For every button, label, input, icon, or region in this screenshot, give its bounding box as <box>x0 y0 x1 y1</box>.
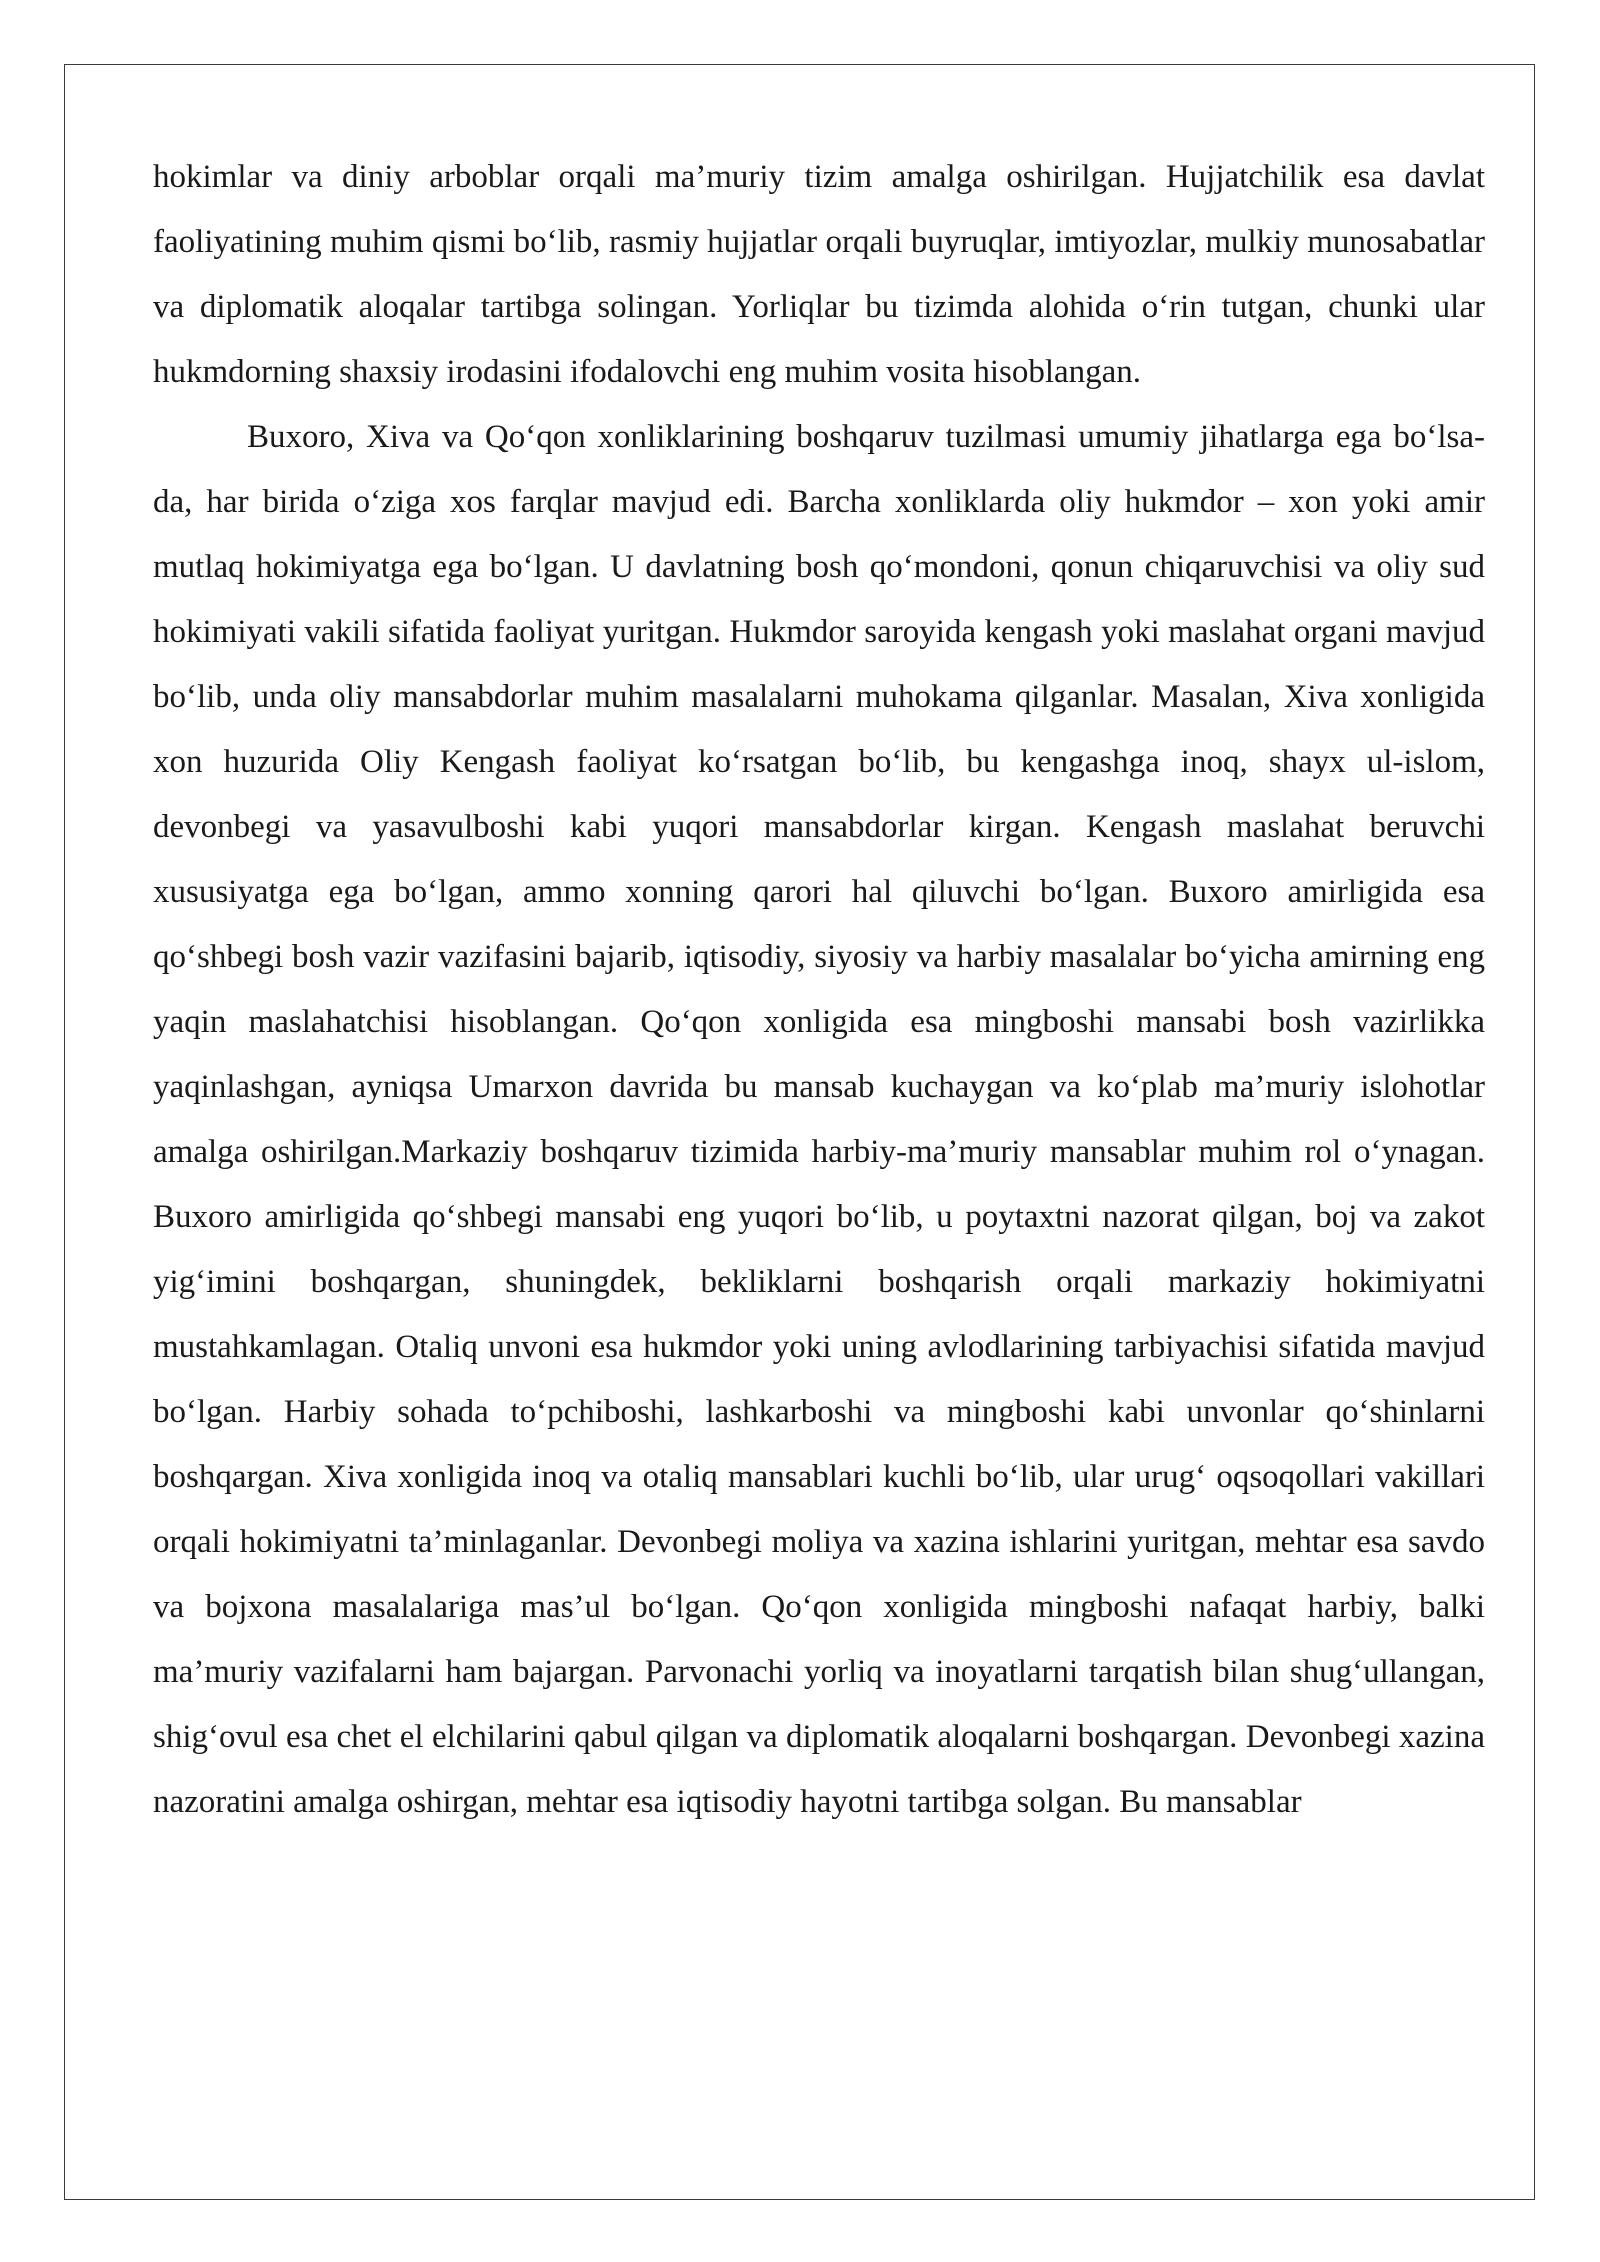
document-body <box>153 145 1485 1835</box>
paragraph-khanates-governance: Buxoro, Xiva va Qo‘qon xonliklarining boshqaruv tuzilmasi umumiy jihatlarga ega bo‘lsa-da, har birida o‘ziga xos farqlar mavjud edi. Barcha xonliklarda oliy hukmdor – xon yoki amir mutlaq hokimiyatga ega bo‘lgan. U davlatning bosh qo‘mondoni, qonun chiqaruvchisi va oliy sud hokimiyati vakili sifatida faoliyat yuritgan. Hukmdor saroyida kengash yoki maslahat organi mavjud bo‘lib, unda oliy mansabdorlar muhim masalalarni muhokama qilganlar. Masalan, Xiva xonligida xon huzurida Oliy Kengash faoliyat ko‘rsatgan bo‘lib, bu kengashga inoq, shayx ul-islom, devonbegi va yasavulboshi kabi yuqori mansabdorlar kirgan. Kengash maslahat beruvchi xususiyatga ega bo‘lgan, ammo xonning qarori hal qiluvchi bo‘lgan. Buxoro amirligida esa qo‘shbegi bosh vazir vazifasini bajarib, iqtisodiy, siyosiy va harbiy masalalar bo‘yicha amirning eng yaqin maslahatchisi hisoblangan. Qo‘qon xonligida esa mingboshi mansabi bosh vazirlikka yaqinlashgan, ayniqsa Umarxon davrida bu mansab kuchaygan va ko‘plab ma’muriy islohotlar amalga oshirilgan.Markaziy boshqaruv tizimida harbiy-ma’muriy mansablar muhim rol o‘ynagan. Buxoro amirligida qo‘shbegi mansabi eng yuqori bo‘lib, u poytaxtni nazorat qilgan, boj va zakot yig‘imini boshqargan, shuningdek, bekliklarni boshqarish orqali markaziy hokimiyatni mustahkamlagan. Otaliq unvoni esa hukmdor yoki uning avlodlarining tarbiyachisi sifatida mavjud bo‘lgan. Harbiy sohada to‘pchiboshi, lashkarboshi va mingboshi kabi unvonlar qo‘shinlarni boshqargan. Xiva xonligida inoq va otaliq mansablari kuchli bo‘lib, ular urug‘ oqsoqollari vakillari orqali hokimiyatni ta’minlaganlar. Devonbegi moliya va xazina ishlarini yuritgan, mehtar esa savdo va bojxona masalalariga mas’ul bo‘lgan. Qo‘qon xonligida mingboshi nafaqat harbiy, balki ma’muriy vazifalarni ham bajargan. Parvonachi yorliq va inoyatlarni tarqatish bilan shug‘ullangan, shig‘ovul esa chet el elchilarini qabul qilgan va diplomatik aloqalarni boshqargan. Devonbegi xazina nazoratini amalga oshirgan, mehtar esa iqtisodiy hayotni tartibga solgan. Bu mansablar <box>153 419 1485 1820</box>
paragraph-continued: hokimlar va diniy arboblar orqali ma’muriy tizim amalga oshirilgan. Hujjatchilik esa davlat faoliyatining muhim qismi bo‘lib, rasmiy hujjatlar orqali buyruqlar, imtiyozlar, mulkiy munosabatlar va diplomatik aloqalar tartibga solingan. Yorliqlar bu tizimda alohida o‘rin tutgan, chunki ular hukmdorning shaxsiy irodasini ifodalovchi eng muhim vosita hisoblangan. <box>153 159 1485 390</box>
